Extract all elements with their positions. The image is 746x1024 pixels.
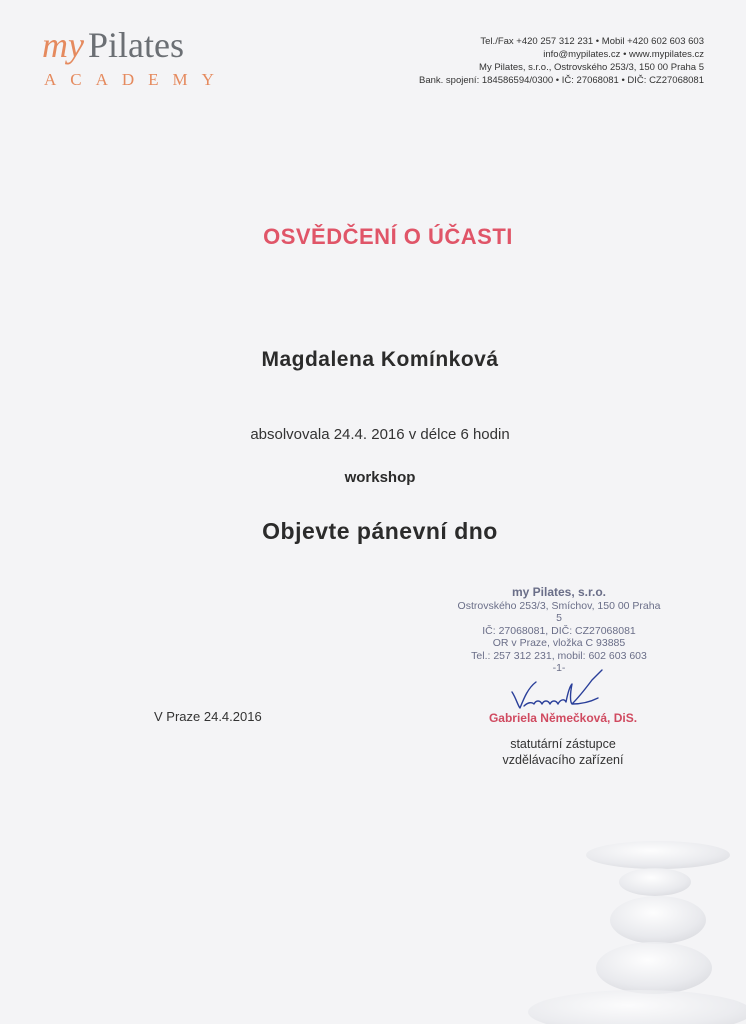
place-date: V Praze 24.4.2016 <box>154 709 262 724</box>
signer-name: Gabriela Němečková, DiS. <box>488 711 638 725</box>
completion-text: absolvovala 24.4. 2016 v délce 6 hodin <box>250 426 510 443</box>
contact-bank: Bank. spojení: 184586594/0300 • IČ: 27068081 • DIČ: CZ27068081 <box>419 75 704 86</box>
contact-address: My Pilates, s.r.o., Ostrovského 253/3, 150 00 Praha 5 <box>479 62 704 73</box>
participant-name: Magdalena Komínková <box>261 348 499 371</box>
stamp-company: my Pilates, s.r.o. <box>511 585 607 599</box>
contact-phone: Tel./Fax +420 257 312 231 • Mobil +420 602 603 603 <box>480 36 704 47</box>
certificate-title: OSVĚDČENÍ O ÚČASTI <box>263 224 513 249</box>
stamp-line: Tel.: 257 312 231, mobil: 602 603 603 <box>471 649 647 662</box>
logo-academy: ACADEMY <box>44 70 228 89</box>
contact-block <box>374 35 704 87</box>
contact-web: info@mypilates.cz • www.mypilates.cz <box>543 49 704 60</box>
role-line: statutární zástupce <box>510 737 616 751</box>
stamp-line: Ostrovského 253/3, Smíchov, 150 00 Praha 5 <box>457 599 661 624</box>
event-type: workshop <box>344 469 416 486</box>
signer-role <box>456 736 670 768</box>
stamp-line: OR v Praze, vložka C 93885 <box>492 637 626 649</box>
stacked-stones-decoration <box>520 820 746 1024</box>
mypilates-logo <box>42 24 228 89</box>
course-name: Objevte pánevní dno <box>262 518 498 544</box>
logo-pilates: Pilates <box>87 25 184 65</box>
stamp-line: -1- <box>552 662 566 674</box>
company-stamp <box>456 586 662 675</box>
stamp-line: IČ: 27068081, DIČ: CZ27068081 <box>482 624 636 637</box>
role-line: vzdělávacího zařízení <box>502 753 624 767</box>
logo-my: my <box>42 25 84 65</box>
